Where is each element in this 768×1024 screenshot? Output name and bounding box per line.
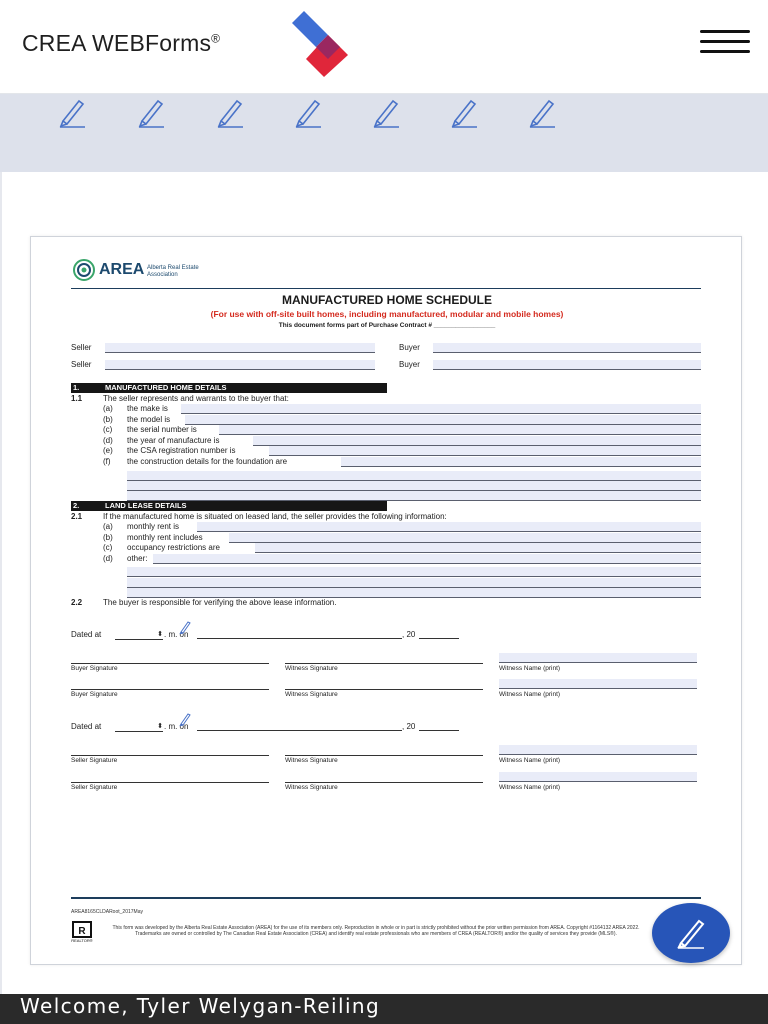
witness-name-field[interactable] (499, 745, 697, 755)
item-key: (d) (103, 553, 113, 563)
section-1-field[interactable] (185, 415, 701, 425)
item-key: (d) (103, 435, 113, 445)
seller-signature-label: Seller Signature (71, 784, 118, 791)
brand-logo[interactable] (22, 30, 220, 57)
witness-signature-label: Witness Signature (285, 784, 338, 791)
item-label: the CSA registration number is (127, 446, 236, 455)
section-1-field[interactable] (181, 404, 701, 414)
item-key: (a) (103, 404, 113, 413)
witness-signature-line[interactable] (285, 689, 483, 690)
section-2-header: 2. LAND LEASE DETAILS (71, 501, 387, 511)
section-1-header: 1. MANUFACTURED HOME DETAILS (71, 383, 387, 393)
seller-signature-label: Seller Signature (71, 757, 118, 764)
toolbar-pen-icon-5[interactable] (372, 98, 402, 128)
contract-note: This document forms part of Purchase Contract # _________________ (278, 322, 496, 329)
item-number: 1.1 (71, 394, 83, 403)
item-number: 2.1 (71, 512, 83, 521)
witness-name-label: Witness Name (print) (499, 691, 561, 698)
witness-signature-line[interactable] (285, 782, 483, 783)
brand-registered: ® (211, 31, 221, 46)
item-key: (e) (103, 446, 113, 455)
toolbar-pen-icon-6[interactable] (450, 98, 480, 128)
seller-signature-line[interactable] (71, 782, 269, 783)
crea-logo-icon (282, 11, 350, 79)
m-on-label: . m. on (164, 630, 189, 639)
seller-label: Seller (71, 360, 92, 369)
sign-fab-button[interactable] (652, 903, 730, 963)
toolbar-pen-icon-4[interactable] (294, 98, 324, 128)
buyer-field-2[interactable] (433, 360, 701, 370)
witness-name-label: Witness Name (print) (499, 784, 561, 791)
item-key: (b) (103, 414, 113, 424)
witness-signature-label: Witness Signature (285, 757, 338, 764)
pen-icon (675, 917, 707, 949)
foundation-field-4[interactable] (127, 491, 701, 501)
section-1-field[interactable] (341, 457, 701, 467)
item-label: the make is (127, 404, 168, 413)
buyer-field-1[interactable] (433, 343, 701, 353)
header-rule (71, 288, 701, 289)
pen-icon[interactable] (179, 713, 191, 726)
other-field-3[interactable] (127, 578, 701, 588)
witness-signature-line[interactable] (285, 755, 483, 756)
item-key: (c) (103, 425, 113, 434)
witness-name-label: Witness Name (print) (499, 665, 561, 672)
item-key: (b) (103, 532, 113, 542)
year-line[interactable] (419, 730, 459, 731)
item-key: (a) (103, 522, 113, 531)
date-line[interactable] (197, 638, 402, 639)
year-label: , 20 (402, 722, 416, 731)
pen-icon[interactable] (179, 621, 191, 634)
item-label: the construction details for the foundation are (127, 456, 288, 466)
footer-disclaimer: This form was developed by the Alberta Real Estate Association (AREA) for the use of its members only. Reproduction in whole or in part is strictly prohibited without the prior written permission from AREA. Copyright #1164132 AREA 2022. Trademarks are owned or controlled by The Canadian Real Estate Association (CREA) and identify real estate professionals who are members of CREA (REALTOR®) and/or the quality of services they provide (MLS®). (112, 925, 640, 937)
seller-field-2[interactable] (105, 360, 375, 370)
document-title: MANUFACTURED HOME SCHEDULE (282, 293, 492, 307)
witness-name-field[interactable] (499, 772, 697, 782)
year-line[interactable] (419, 638, 459, 639)
logo-name: AREA (99, 261, 145, 278)
brand-name: CREA WEBForms (22, 30, 212, 56)
dated-at-label: Dated at (71, 722, 102, 731)
logo-sub: Alberta Real Estate Association (147, 265, 199, 278)
toolbar-pen-icon-1[interactable] (58, 98, 88, 128)
item-label: the year of manufacture is (127, 435, 220, 445)
other-field-2[interactable] (127, 567, 701, 577)
item-label: other: (127, 553, 148, 563)
footer-rule (71, 897, 701, 899)
svg-text:R: R (78, 926, 86, 937)
seller-signature-line[interactable] (71, 755, 269, 756)
witness-signature-line[interactable] (285, 663, 483, 664)
buyer-label: Buyer (399, 360, 420, 369)
am-pm-select[interactable]: ⬍ (115, 722, 163, 732)
witness-name-label: Witness Name (print) (499, 757, 561, 764)
realtor-logo-icon (71, 921, 93, 943)
welcome-banner: Welcome, Tyler Welygan-Reiling (0, 994, 768, 1024)
witness-signature-label: Witness Signature (285, 691, 338, 698)
toolbar-pen-icon-7[interactable] (528, 98, 558, 128)
buyer-signature-line[interactable] (71, 663, 269, 664)
witness-signature-label: Witness Signature (285, 665, 338, 672)
item-label: monthly rent is (127, 522, 180, 531)
section-1-field[interactable] (269, 446, 701, 456)
section-2-field[interactable] (153, 554, 701, 564)
seller-field-1[interactable] (105, 343, 375, 353)
section-2-field[interactable] (229, 533, 701, 543)
item-number: 2.2 (71, 598, 83, 607)
am-pm-select[interactable]: ⬍ (115, 630, 163, 640)
buyer-label: Buyer (399, 343, 420, 352)
form-code: AREA8165CLDARoot_2017May (71, 909, 143, 915)
item-label: the serial number is (127, 425, 197, 434)
date-line[interactable] (197, 730, 402, 731)
witness-name-field[interactable] (499, 679, 697, 689)
other-field-4[interactable] (127, 588, 701, 598)
area-logo-icon (73, 259, 95, 281)
hamburger-menu-icon[interactable] (700, 30, 750, 54)
section-2-field[interactable] (197, 522, 701, 532)
document-page (30, 236, 742, 965)
item-text: The seller represents and warrants to the buyer that: (103, 394, 289, 403)
document-viewer[interactable] (0, 172, 768, 994)
toolbar-pen-icon-2[interactable] (137, 98, 167, 128)
foundation-field-3[interactable] (127, 481, 701, 491)
item-text: If the manufactured home is situated on leased land, the seller provides the following information: (103, 512, 447, 521)
document-subtitle: (For use with off-site built homes, including manufactured, modular and mobile homes) (210, 309, 564, 319)
buyer-signature-label: Buyer Signature (71, 691, 118, 698)
section-1-field[interactable] (219, 425, 701, 435)
toolbar-pen-icon-3[interactable] (216, 98, 246, 128)
item-key: (c) (103, 543, 113, 552)
item-label: occupancy restrictions are (127, 543, 220, 552)
year-label: , 20 (402, 630, 416, 639)
item-label: the model is (127, 414, 171, 424)
section-1-field[interactable] (253, 436, 701, 446)
item-key: (f) (103, 456, 111, 466)
buyer-signature-line[interactable] (71, 689, 269, 690)
item-label: monthly rent includes (127, 532, 203, 542)
dated-at-label: Dated at (71, 630, 102, 639)
seller-label: Seller (71, 343, 92, 352)
witness-name-field[interactable] (499, 653, 697, 663)
app-header (0, 0, 768, 94)
item-text: The buyer is responsible for verifying the above lease information. (103, 598, 337, 607)
m-on-label: . m. on (164, 722, 189, 731)
svg-text:REALTOR®: REALTOR® (71, 938, 93, 943)
signing-toolbar (0, 94, 768, 172)
buyer-signature-label: Buyer Signature (71, 665, 118, 672)
section-2-field[interactable] (255, 543, 701, 553)
foundation-field-2[interactable] (127, 471, 701, 481)
